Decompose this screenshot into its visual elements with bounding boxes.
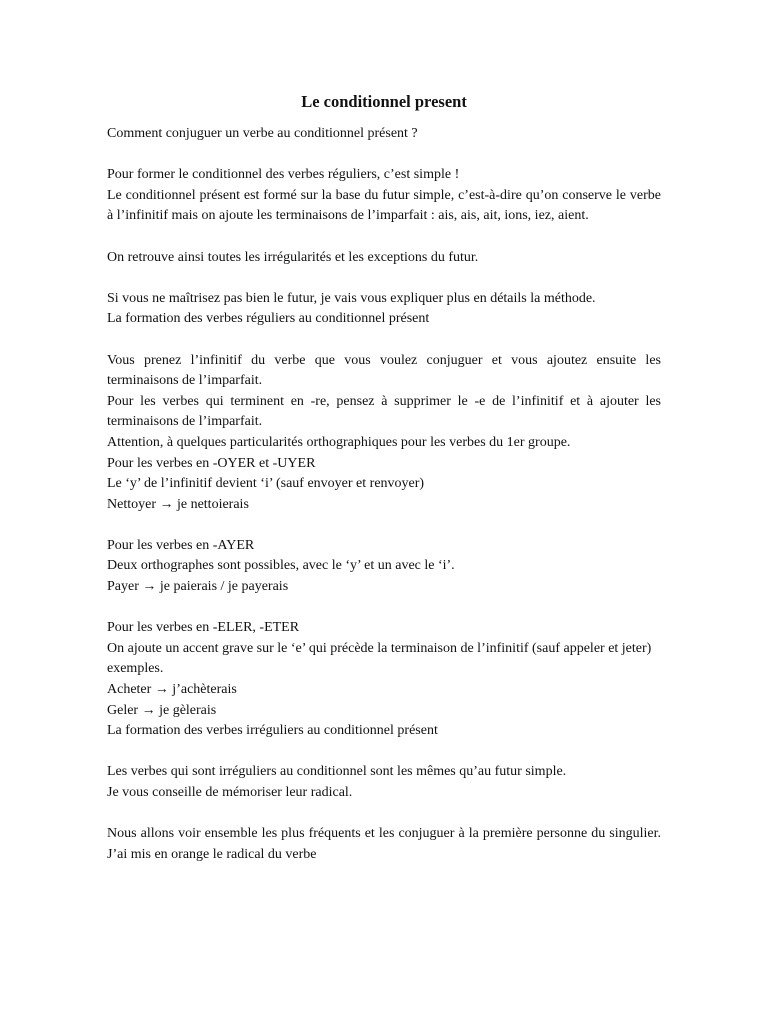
text-line: Vous prenez l’infinitif du verbe que vous voulez conjuguer et vous ajoutez ensuite les terminaisons de l’imparfait. — [107, 352, 661, 389]
paragraph-6 — [107, 536, 661, 598]
example-line: Geler → je gèlerais — [107, 702, 217, 718]
text-line: Nous allons voir ensemble les plus fréquents et les conjuguer à la première personne du singulier. J’ai mis en orange le radical du verbe — [107, 826, 661, 862]
section-heading: La formation des verbes réguliers au conditionnel présent — [107, 311, 430, 327]
text-line: Pour les verbes qui terminent en -re, pensez à supprimer le -e de l’infinitif et à ajouter les terminaisons de l’imparfait. — [107, 393, 661, 430]
text-line: Je vous conseille de mémoriser leur radical. — [107, 785, 353, 800]
example-line: Nettoyer → je nettoierais — [107, 496, 249, 512]
paragraph-gap — [107, 598, 661, 619]
paragraph-gap — [107, 804, 661, 825]
example-line: Payer → je paierais / je payerais — [107, 579, 289, 595]
text-line: Deux orthographes sont possibles, avec le ‘y’ et un avec le ‘i’. — [107, 558, 455, 574]
paragraph-gap — [107, 330, 661, 351]
paragraph-4 — [107, 289, 661, 330]
text-line: exemples. — [107, 661, 164, 677]
text-line: Pour former le conditionnel des verbes réguliers, c’est simple ! — [107, 167, 460, 183]
paragraph-5 — [107, 351, 661, 516]
paragraph-3 — [107, 248, 661, 269]
paragraph-1 — [107, 124, 661, 145]
paragraph-gap — [107, 742, 661, 763]
paragraph-7 — [107, 618, 661, 742]
paragraph-gap — [107, 145, 661, 166]
section-heading: La formation des verbes irréguliers au conditionnel présent — [107, 723, 438, 739]
text-line: Pour les verbes en -OYER et -UYER — [107, 455, 316, 471]
document-title: Le conditionnel present — [301, 92, 467, 111]
paragraph-2 — [107, 165, 661, 227]
paragraph-gap — [107, 515, 661, 536]
paragraph-8 — [107, 762, 661, 803]
paragraph-9 — [107, 824, 661, 865]
text-line: Attention, à quelques particularités orthographiques pour les verbes du 1er groupe. — [107, 434, 571, 450]
text-line: Pour les verbes en -ELER, -ETER — [107, 620, 300, 636]
paragraph-gap — [107, 268, 661, 289]
paragraph-gap — [107, 227, 661, 248]
text-line: Les verbes qui sont irréguliers au conditionnel sont les mêmes qu’au futur simple. — [107, 764, 567, 780]
text-line: Si vous ne maîtrisez pas bien le futur, je vais vous expliquer plus en détails la méthode. — [107, 290, 596, 306]
text-line: On retrouve ainsi toutes les irrégularités et les exceptions du futur. — [107, 249, 479, 265]
text-line: On ajoute un accent grave sur le ‘e’ qui précède la terminaison de l’infinitif (sauf appeler et jeter) — [107, 640, 652, 656]
text-line: Le conditionnel présent est formé sur la base du futur simple, c’est-à-dire qu’on conserve le verbe à l’infinitif mais on ajoute les terminaisons de l’imparfait : ais, ais, ait, ions, iez, aient. — [107, 187, 661, 224]
document-page — [107, 92, 661, 865]
text-line: Le ‘y’ de l’infinitif devient ‘i’ (sauf envoyer et renvoyer) — [107, 476, 425, 492]
text-line: Comment conjuguer un verbe au conditionnel présent ? — [107, 126, 418, 141]
example-line: Acheter → j’achèterais — [107, 682, 237, 698]
text-line: Pour les verbes en -AYER — [107, 537, 255, 553]
